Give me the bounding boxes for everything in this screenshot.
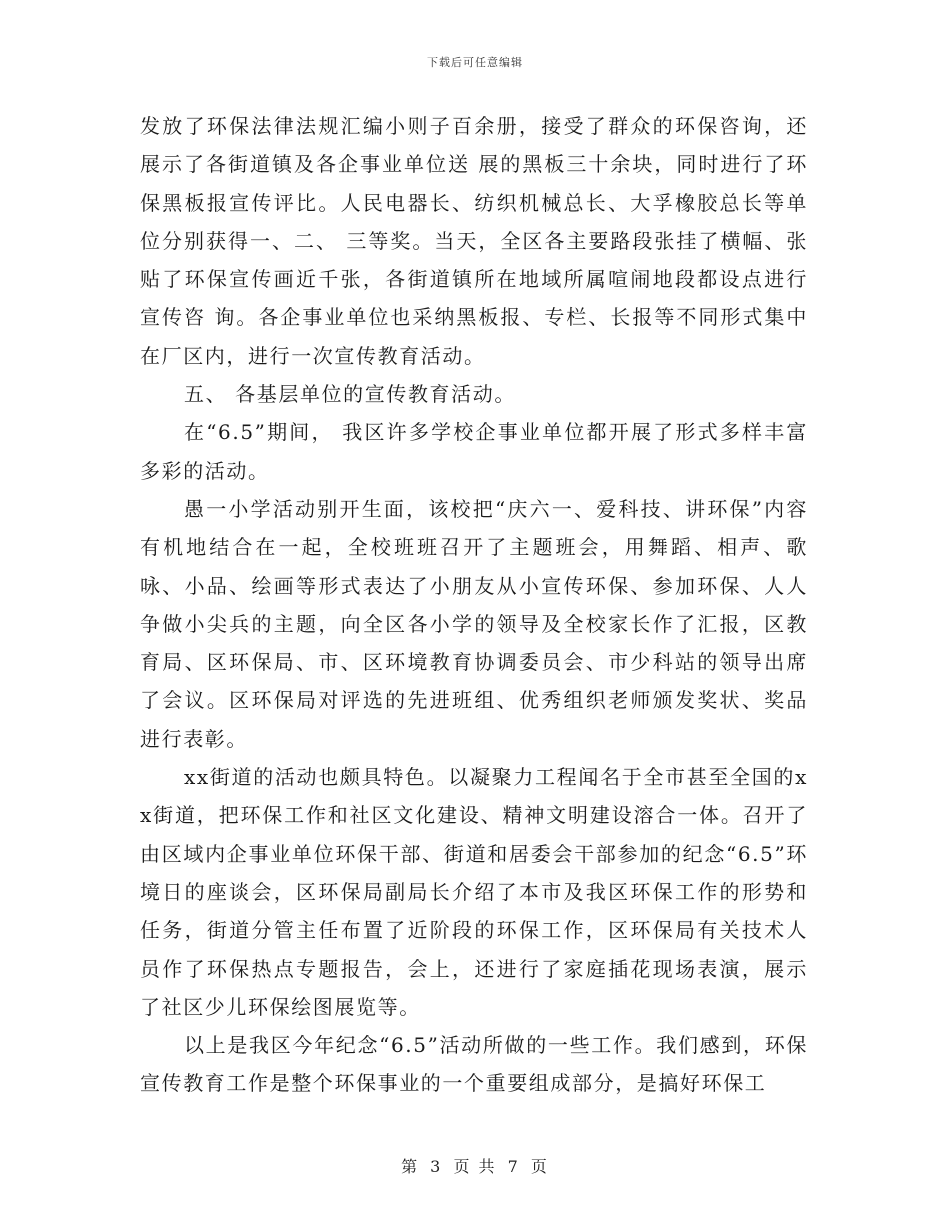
footer-prefix: 第 <box>401 1157 420 1176</box>
paragraph-3: 在“6.5”期间， 我区许多学校企事业单位都开展了形式多样丰富多彩的活动。 <box>140 420 808 483</box>
paragraph-2: 五、 各基层单位的宣传教育活动。 <box>184 382 516 407</box>
page-footer <box>0 1154 950 1177</box>
paragraph-4: 愚一小学活动别开生面，该校把“庆六一、爱科技、讲环保”内容有机地结合在一起，全校班班召开了主题班会，用舞蹈、相声、歌咏、小品、绘画等形式表达了小朋友从小宣传环保、参加环保、人人争做小尖兵的主题，向全区各小学的领导及全校家长作了汇报，区教育局、区环保局、市、区环境教育协调委员会、市少科站的领导出席了会议。区环保局对评选的先进班组、优秀组织老师颁发奖状、奖品进行表彰。 <box>140 496 808 751</box>
footer-total-pages: 7 <box>507 1157 520 1176</box>
paragraph-1: 发放了环保法律法规汇编小则子百余册，接受了群众的环保咨询，还展示了各街道镇及各企事业单位送 展的黑板三十余块，同时进行了环保黑板报宣传评比。人民电器长、纺织机械总长、大孚橡胶总长等单位分别获得一、二、 三等奖。当天，全区各主要路段张挂了横幅、张贴了环保宣传画近千张，各街道镇所在地域所属喧闹地段都设点进行宣传咨 询。各企事业单位也采纳黑板报、专栏、长报等不同形式集中在厂区内，进行一次宣传教育活动。 <box>140 114 808 368</box>
paragraph-5: xx街道的活动也颇具特色。以凝聚力工程闻名于全市甚至全国的xx街道，把环保工作和社区文化建设、精神文明建设溶合一体。召开了由区域内企事业单位环保干部、街道和居委会干部参加的纪念“6.5”环境日的座谈会，区环保局副局长介绍了本市及我区环保工作的形势和任务，街道分管主任布置了近阶段的环保工作，区环保局有关技术人员作了环保热点专题报告，会上，还进行了家庭插花现场表演，展示了社区少儿环保绘图展览等。 <box>140 765 808 1019</box>
footer-mid: 页 共 <box>453 1157 497 1176</box>
paragraph-6: 以上是我区今年纪念“6.5”活动所做的一些工作。我们感到，环保宣传教育工作是整个环保事业的一个重要组成部分，是搞好环保工 <box>140 1033 808 1096</box>
page-header: 下载后可任意编辑 <box>427 56 523 69</box>
footer-page-number: 3 <box>430 1157 443 1176</box>
footer-suffix: 页 <box>530 1157 549 1176</box>
document-body <box>140 107 808 1103</box>
